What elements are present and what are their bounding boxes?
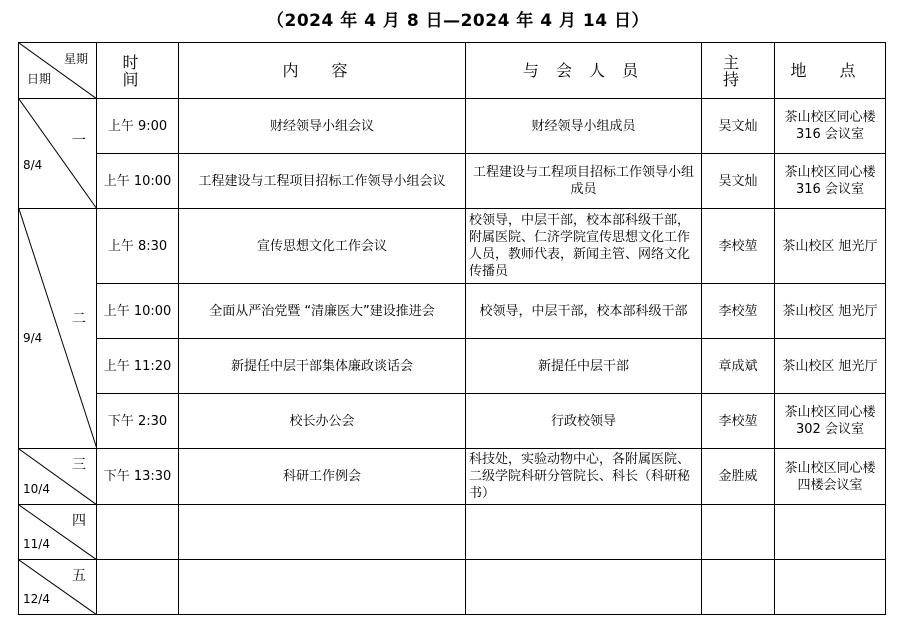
host-cell: 章成斌 (702, 339, 775, 394)
host-cell: 吴文灿 (702, 99, 775, 154)
attendees-cell: 新提任中层干部 (466, 339, 702, 394)
content-header: 内 容 (179, 43, 466, 99)
host-cell: 李校堃 (702, 209, 775, 284)
location-cell: 茶山校区同心楼 316 会议室 (775, 99, 886, 154)
time-cell: 下午 13:30 (97, 449, 179, 505)
schedule-table (18, 42, 886, 615)
time-cell: 上午 8:30 (97, 209, 179, 284)
weekday-thu: 四 (72, 513, 86, 529)
content-cell: 财经领导小组会议 (179, 99, 466, 154)
time-cell: 上午 9:00 (97, 99, 179, 154)
header-row (19, 43, 886, 99)
host-cell: 金胜威 (702, 449, 775, 505)
weekday-header: 星期 (63, 52, 88, 66)
location-cell: 茶山校区 旭光厅 (775, 284, 886, 339)
attendees-cell (466, 560, 702, 615)
date-mon: 8/4 (23, 158, 43, 172)
attendees-cell: 校领导，中层干部，校本部科级干部 (466, 284, 702, 339)
weekday-wed: 三 (72, 457, 86, 473)
day-cell-mon (19, 99, 97, 209)
content-cell: 工程建设与工程项目招标工作领导小组会议 (179, 154, 466, 209)
schedule-title: （2024 年 4 月 8 日—2024 年 4 月 14 日） (267, 11, 649, 31)
host-cell (702, 505, 775, 560)
table-row (19, 284, 886, 339)
weekday-mon: 一 (72, 133, 86, 149)
host-header: 主 持 (702, 43, 775, 99)
table-row (19, 560, 886, 615)
location-cell: 茶山校区同心楼 四楼会议室 (775, 449, 886, 505)
location-cell: 茶山校区同心楼 316 会议室 (775, 154, 886, 209)
content-cell: 新提任中层干部集体廉政谈话会 (179, 339, 466, 394)
attendees-cell: 财经领导小组成员 (466, 99, 702, 154)
day-cell-tue (19, 209, 97, 449)
table-row (19, 339, 886, 394)
host-cell: 吴文灿 (702, 154, 775, 209)
day-cell-fri (19, 560, 97, 615)
attendees-cell (466, 505, 702, 560)
location-cell (775, 505, 886, 560)
date-thu: 11/4 (23, 537, 50, 551)
content-cell: 科研工作例会 (179, 449, 466, 505)
time-cell: 上午 10:00 (97, 284, 179, 339)
location-cell: 茶山校区 旭光厅 (775, 209, 886, 284)
content-cell: 宣传思想文化工作会议 (179, 209, 466, 284)
content-cell (179, 505, 466, 560)
attendees-cell: 工程建设与工程项目招标工作领导小组成员 (466, 154, 702, 209)
location-cell (775, 560, 886, 615)
day-cell-wed (19, 449, 97, 505)
attendees-header: 与 会 人 员 (466, 43, 702, 99)
host-cell: 李校堃 (702, 284, 775, 339)
table-row (19, 449, 886, 505)
table-row (19, 209, 886, 284)
table-row (19, 99, 886, 154)
host-cell: 李校堃 (702, 394, 775, 449)
weekday-fri: 五 (72, 568, 86, 584)
day-cell-thu (19, 505, 97, 560)
table-row (19, 154, 886, 209)
content-cell: 校长办公会 (179, 394, 466, 449)
location-cell: 茶山校区同心楼 302 会议室 (775, 394, 886, 449)
attendees-cell: 科技处，实验动物中心，各附属医院、二级学院科研分管院长、科长（科研秘书） (466, 449, 702, 505)
content-cell: 全面从严治党暨 “清廉医大”建设推进会 (179, 284, 466, 339)
date-tue: 9/4 (23, 331, 43, 345)
corner-header-cell (19, 43, 97, 99)
table-row (19, 394, 886, 449)
time-cell (97, 560, 179, 615)
attendees-cell: 行政校领导 (466, 394, 702, 449)
location-header: 地 点 (775, 43, 886, 99)
content-cell (179, 560, 466, 615)
time-cell: 上午 11:20 (97, 339, 179, 394)
time-cell: 下午 2:30 (97, 394, 179, 449)
host-cell (702, 560, 775, 615)
date-fri: 12/4 (23, 592, 50, 606)
weekday-tue: 二 (72, 311, 86, 327)
date-header: 日期 (27, 72, 52, 86)
time-header: 时 间 (97, 43, 179, 99)
date-wed: 10/4 (23, 482, 50, 496)
table-row (19, 505, 886, 560)
location-cell: 茶山校区 旭光厅 (775, 339, 886, 394)
time-cell (97, 505, 179, 560)
attendees-cell: 校领导，中层干部，校本部科级干部，附属医院、仁济学院宣传思想文化工作人员，教师代表，新闻主管、网络文化传播员 (466, 209, 702, 284)
time-cell: 上午 10:00 (97, 154, 179, 209)
